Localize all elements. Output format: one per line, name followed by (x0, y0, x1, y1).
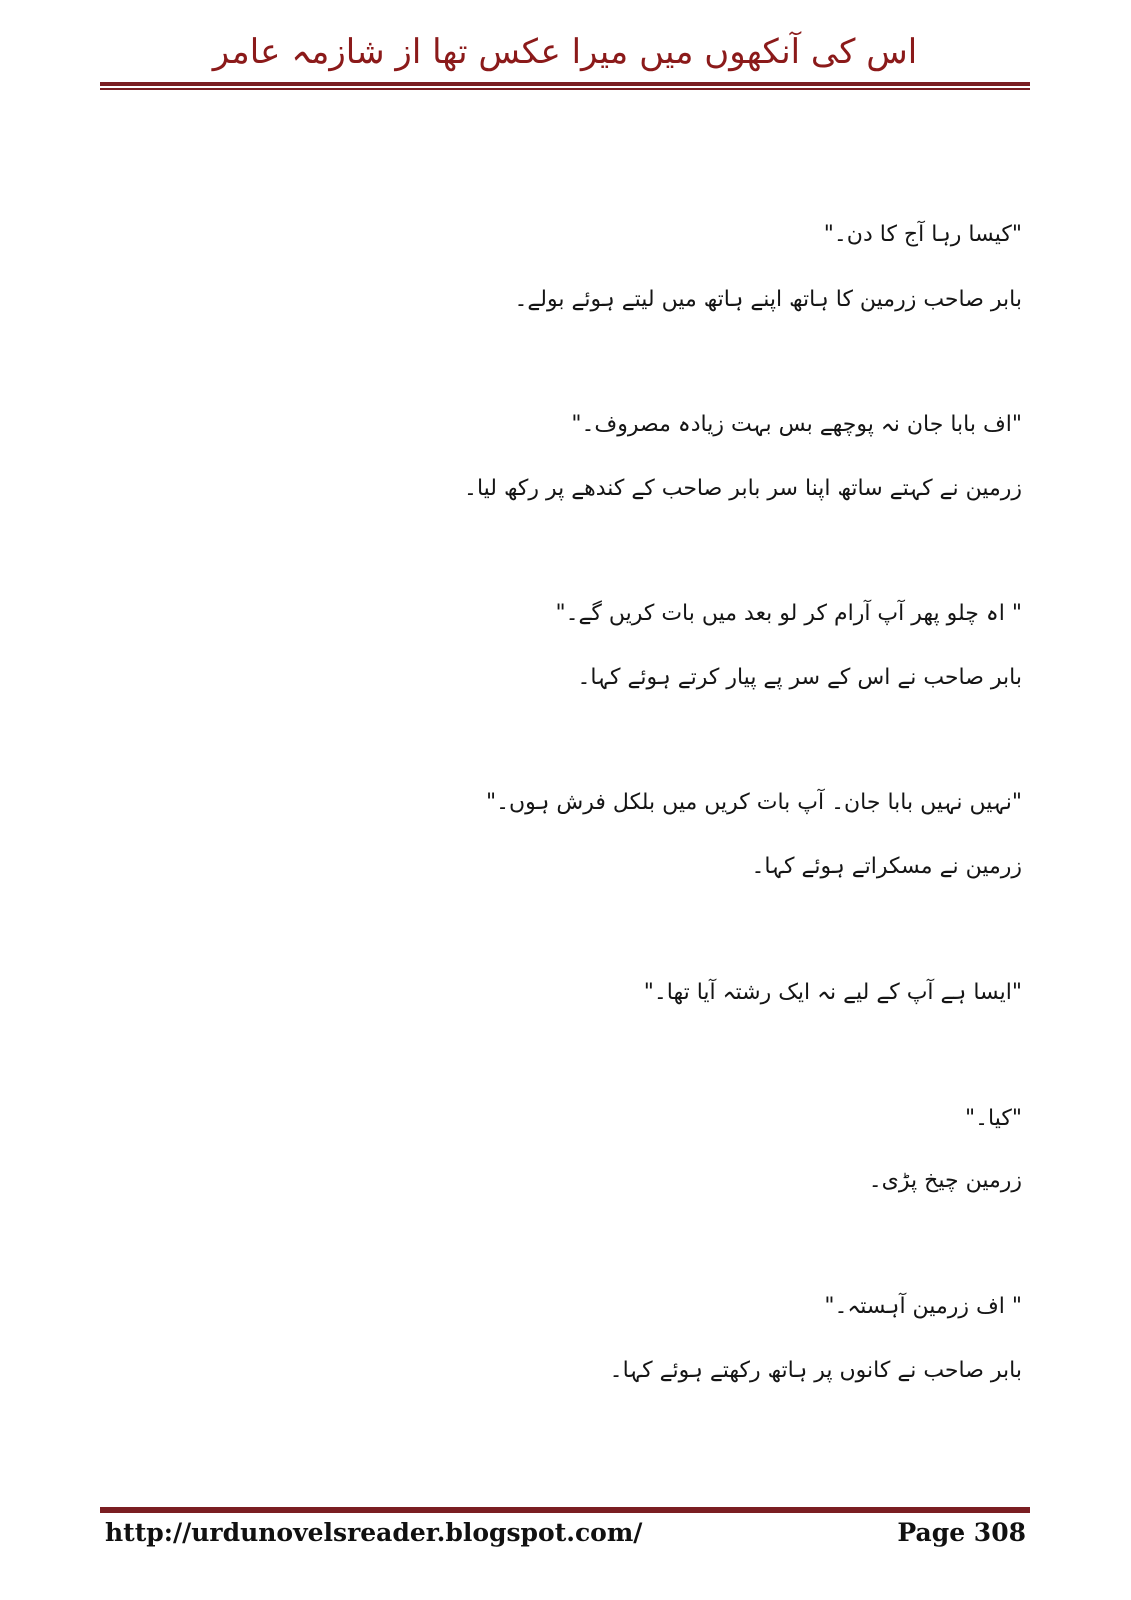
page-body (100, 0, 1022, 1600)
narration-line: زرمین نے مسکراتے ہوئے کہا۔ (751, 854, 1022, 879)
dialogue-line: " اہ چلو پھر آپ آرام کر لو بعد میں بات کریں گے۔" (555, 601, 1022, 626)
footer-url[interactable]: http://urdunovelsreader.blogspot.com/ (105, 1518, 643, 1547)
narration-line: بابر صاحب زرمین کا ہاتھ اپنے ہاتھ میں لیتے ہوئے بولے۔ (514, 287, 1022, 312)
narration-line: زرمین چیخ پڑی۔ (868, 1168, 1022, 1193)
header-title: اس کی آنکھوں میں میرا عکس تھا از شازمہ عامر (212, 32, 918, 72)
dialogue-line: "اف بابا جان نہ پوچھے بس بہت زیادہ مصروف۔" (571, 412, 1022, 437)
dialogue-line: "ایسا ہے آپ کے لیے نہ ایک رشتہ آیا تھا۔" (643, 980, 1022, 1005)
narration-line: بابر صاحب نے اس کے سر پے پیار کرتے ہوئے کہا۔ (577, 665, 1022, 690)
dialogue-line: "کیا۔" (965, 1106, 1022, 1131)
page-number: Page 308 (897, 1518, 1026, 1547)
narration-line: بابر صاحب نے کانوں پر ہاتھ رکھتے ہوئے کہا۔ (609, 1358, 1022, 1383)
dialogue-line: "نہیں نہیں بابا جان۔ آپ بات کریں میں بلکل فرش ہوں۔" (485, 790, 1022, 815)
dialogue-line: " اف زرمین آہستہ۔" (824, 1294, 1022, 1319)
dialogue-line: "کیسا رہا آج کا دن۔" (823, 222, 1022, 247)
footer-rule (100, 1505, 1030, 1513)
narration-line: زرمین نے کہتے ساتھ اپنا سر بابر صاحب کے کندھے پر رکھ لیا۔ (464, 476, 1022, 501)
